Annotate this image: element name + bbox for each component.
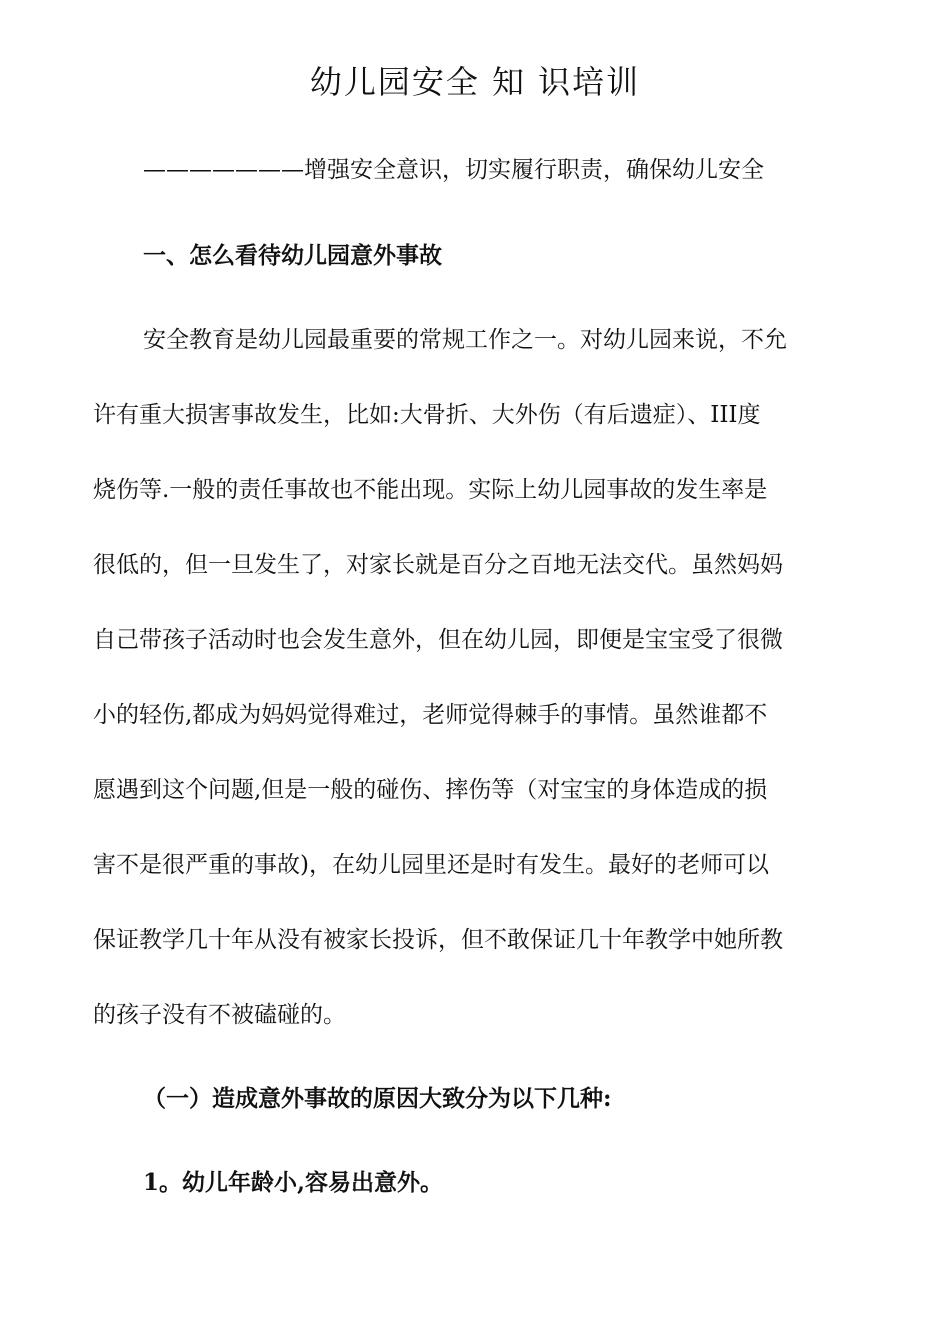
document-subtitle: ———————增强安全意识，切实履行职责，确保幼儿安全 [143, 157, 764, 183]
subsection-heading: （一）造成意外事故的原因大致分为以下几种: [143, 1085, 612, 1112]
item-heading-1: 1。幼儿年龄小,容易出意外。 [143, 1169, 444, 1196]
paragraph-line: 小的轻伤,都成为妈妈觉得难过，老师觉得棘手的事情。虽然谁都不 [93, 702, 768, 728]
paragraph-line: 烧伤等.一般的责任事故也不能出现。实际上幼儿园事故的发生率是 [93, 477, 768, 503]
paragraph-line: 安全教育是幼儿园最重要的常规工作之一。对幼儿园来说，不允 [143, 327, 787, 353]
body-paragraph [93, 320, 863, 1070]
section-heading-1: 一、怎么看待幼儿园意外事故 [143, 242, 442, 269]
paragraph-line: 的孩子没有不被磕碰的。 [93, 1002, 346, 1028]
paragraph-line: 很低的，但一旦发生了，对家长就是百分之百地无法交代。虽然妈妈 [93, 552, 783, 578]
paragraph-line: 害不是很严重的事故)，在幼儿园里还是时有发生。最好的老师可以 [93, 852, 769, 878]
paragraph-line: 保证教学几十年从没有被家长投诉，但不敢保证几十年教学中她所教 [93, 927, 783, 953]
paragraph-line: 自己带孩子活动时也会发生意外，但在幼儿园，即便是宝宝受了很微 [93, 627, 783, 653]
document-title: 幼儿园安全 知 识培训 [309, 63, 641, 101]
paragraph-line: 许有重大损害事故发生，比如:大骨折、大外伤（有后遗症）、III度 [93, 402, 761, 428]
paragraph-line: 愿遇到这个问题,但是一般的碰伤、摔伤等（对宝宝的身体造成的损 [93, 777, 768, 803]
